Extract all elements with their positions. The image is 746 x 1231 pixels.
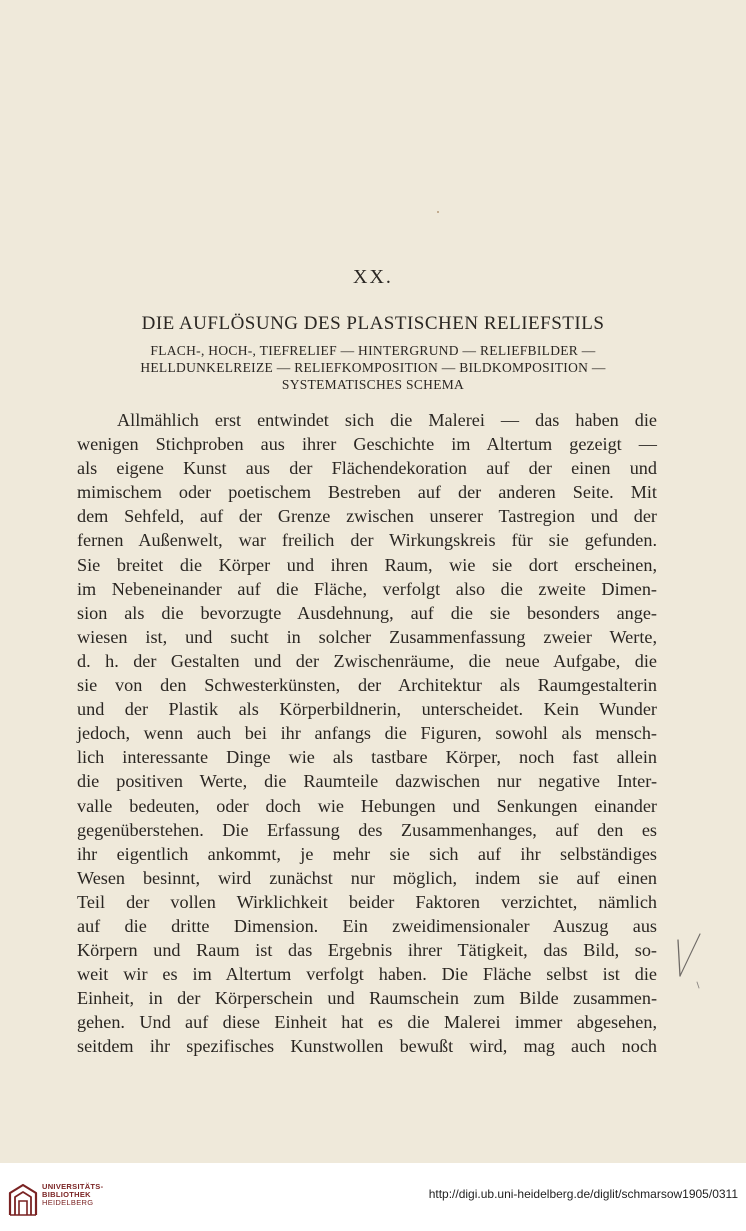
chapter-subtitle bbox=[70, 342, 676, 393]
text-line: Teil der vollen Wirklichkeit beider Faktoren verzichtet, nämlich bbox=[77, 891, 657, 912]
text-line: sie von den Schwesterkünsten, der Architektur als Raumgestalterin bbox=[77, 675, 657, 696]
text-line: Allmählich erst entwindet sich die Malerei — das haben die bbox=[117, 410, 657, 430]
text-line: im Nebeneinander auf die Fläche, verfolgt also die zweite Dimen- bbox=[77, 578, 657, 599]
library-logo-icon[interactable] bbox=[8, 1183, 38, 1217]
text-line: als eigene Kunst aus der Flächendekoration auf der einen und bbox=[77, 458, 657, 479]
text-line: sion als die bevorzugte Ausdehnung, auf die sie besonders ange- bbox=[77, 602, 657, 623]
library-name-line: UNIVERSITÄTS- bbox=[42, 1182, 104, 1191]
text-line: die positiven Werte, die Raumteile dazwischen nur negative Inter- bbox=[77, 771, 657, 792]
paper-speck bbox=[437, 211, 439, 213]
text-line: gegenüberstehen. Die Erfassung des Zusammenhanges, auf den es bbox=[77, 819, 657, 840]
text-line: Einheit, in der Körperschein und Raumschein zum Bilde zusammen- bbox=[77, 988, 657, 1009]
text-line: mimischem oder poetischem Bestreben auf der anderen Seite. Mit bbox=[77, 482, 657, 503]
permalink-url[interactable]: http://digi.ub.uni-heidelberg.de/diglit/schmarsow1905/0311 bbox=[428, 1187, 738, 1201]
text-line: fernen Außenwelt, war freilich der Wirkungskreis für sie gefunden. bbox=[77, 530, 657, 551]
text-line: d. h. der Gestalten und der Zwischenräume, die neue Aufgabe, die bbox=[77, 650, 657, 671]
text-line: Körpern und Raum ist das Ergebnis ihrer Tätigkeit, das Bild, so- bbox=[77, 940, 657, 961]
text-line: ihr eigentlich ankommt, je mehr sie sich auf ihr selbständiges bbox=[77, 843, 657, 864]
text-line: weit wir es im Altertum verfolgt haben. Die Fläche selbst ist die bbox=[77, 964, 657, 985]
body-paragraph bbox=[77, 408, 657, 1059]
subtitle-line: SYSTEMATISCHES SCHEMA bbox=[281, 377, 465, 392]
library-name bbox=[42, 1183, 103, 1207]
text-line: lich interessante Dinge wie als tastbare Körper, noch fast allein bbox=[77, 747, 657, 768]
text-line: Sie breitet die Körper und ihren Raum, wie sie dort erscheinen, bbox=[77, 554, 657, 575]
library-city: HEIDELBERG bbox=[42, 1198, 94, 1207]
footer-bar bbox=[0, 1163, 746, 1231]
library-name-line: BIBLIOTHEK bbox=[42, 1190, 91, 1199]
text-line: dem Sehfeld, auf der Grenze zwischen unserer Tastregion und der bbox=[77, 506, 657, 527]
subtitle-line: FLACH-, HOCH-, TIEFRELIEF — HINTERGRUND — RELIEFBILDER — bbox=[150, 343, 596, 358]
text-line: seitdem ihr spezifisches Kunstwollen bewußt wird, mag auch noch bbox=[77, 1036, 657, 1057]
text-line: gehen. Und auf diese Einheit hat es die Malerei immer abgesehen, bbox=[77, 1012, 657, 1033]
text-line: wenigen Stichproben aus ihrer Geschichte im Altertum gezeigt — bbox=[77, 434, 657, 455]
text-line: Wesen besinnt, wird zunächst nur möglich, indem sie auf einen bbox=[77, 867, 657, 888]
subtitle-line: HELLDUNKELREIZE — RELIEFKOMPOSITION — BILDKOMPOSITION — bbox=[140, 360, 606, 375]
text-line: jedoch, wenn auch bei ihr anfangs die Figuren, sowohl als mensch- bbox=[77, 723, 657, 744]
text-line: valle bedeuten, oder doch wie Hebungen und Senkungen einander bbox=[77, 795, 657, 816]
text-line: wiesen ist, und sucht in solcher Zusammenfassung zweier Werte, bbox=[77, 626, 657, 647]
text-line: und der Plastik als Körperbildnerin, unterscheidet. Kein Wunder bbox=[77, 699, 657, 720]
chapter-number: XX. bbox=[353, 266, 393, 288]
pencil-checkmark-icon bbox=[666, 932, 706, 992]
chapter-title: DIE AUFLÖSUNG DES PLASTISCHEN RELIEFSTILS bbox=[141, 313, 605, 334]
text-line: auf die dritte Dimension. Ein zweidimensionaler Auszug aus bbox=[77, 915, 657, 936]
